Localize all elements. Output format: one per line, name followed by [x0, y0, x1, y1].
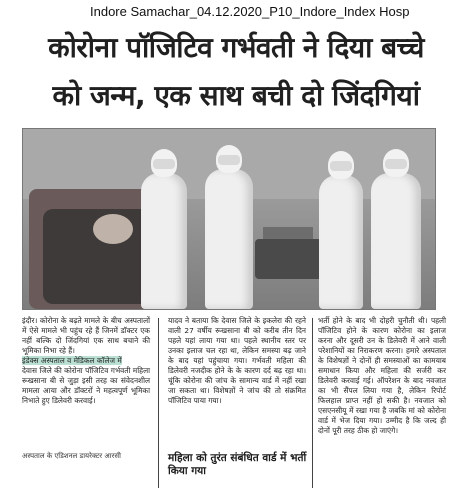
photo-doctor-2	[205, 169, 253, 309]
article-column-1	[22, 316, 150, 406]
headline-line-1: कोरोना पॉजिटिव गर्भवती ने दिया बच्चे	[48, 31, 424, 64]
col1-continuation: अस्पताल के एडिशनल डायरेक्टर आरसी	[22, 452, 121, 460]
news-photo	[22, 128, 436, 310]
col1-intro: इंदौर। कोरोना के बढ़ते मामले के बीच अस्पतालों में ऐसे मामले भी पहुंच रहे हैं जिनमें डॉक्टर एक नहीं बल्कि दो जिंदगियां एक साथ बचाने की भूमिका निभा रहे हैं।	[22, 316, 150, 355]
col1-body: देवास जिले की कोरोना पॉजिटिव गर्भवती महिला रूखसाना बी से जुड़ा इसी तरह का संवेदनशील मामला आया और डॉक्टरों ने महत्वपूर्ण भूमिका निभाते हुए डिलेवरी करवाई।	[22, 366, 150, 405]
clipping-caption: Indore Samachar_04.12.2020_P10_Indore_Index Hosp	[90, 4, 410, 19]
photo-doctor-1	[141, 173, 187, 309]
photo-doctor-3	[319, 175, 363, 309]
article-column-2	[168, 316, 306, 406]
article-column-3	[318, 316, 446, 436]
col3-body: भर्ती होने के बाद भी दोहरी चुनौती थी। पहली पॉजिटिव होने के कारण कोरोना का इलाज करना और दूसरी उन के डिलेवरी में आने वाली परेशानियों का निराकरण करना। हमारे अस्पताल के विशेषज्ञों ने दोनों ही समस्याओं का कामयाब समाधान किया और महिला की सर्जरी कर डिलेवरी करवाई गई। ऑपरेशन के बाद नवजात का भी सैंपल लिया गया है, लेकिन रिपोर्ट फिलहाल प्राप्त नहीं हो सकी है। नवजात को एसएनसीयू में रखा गया है जबकि मां को कोरोना वार्ड में भेज दिया गया। उम्मीद है कि जल्द ही दोनों पूरी तरह ठीक हो जाएंगे।	[318, 316, 446, 435]
col1-highlighted-line: इंडेक्स अस्पताल व मेडिकल कॉलेज में	[22, 356, 122, 365]
headline-line-2: को जन्म, एक साथ बची दो जिंदगियां	[52, 79, 420, 112]
column-divider-2	[312, 318, 313, 488]
photo-equipment	[255, 239, 325, 279]
photo-newborn	[93, 214, 133, 244]
col2-body: यादव ने बताया कि देवास जिले के इकलेरा की रहने वाली 27 वर्षीय रूखसाना बी को करीब तीन दिन पहले यहां लाया गया था। पहले स्थानीय स्तर पर उनका इलाज चल रहा था, लेकिन समस्या बढ़ जाने के बाद यहां पहुंचाया गया। गर्भवती महिला की डिलेवरी नजदीक होने के के कारण दर्द बढ़ रहा था। चूंकि कोरोना की जांच के सामान्य वार्ड में नहीं रखा जा सकता था। विशेषज्ञों ने जांच की तो संक्रमित पॉजिटिव पाया गया।	[168, 316, 306, 405]
col2-subheading: महिला को तुरंत संबंधित वार्ड में भर्ती किया गया	[168, 452, 307, 477]
photo-doctor-4	[371, 173, 421, 309]
column-divider-1	[158, 318, 159, 488]
